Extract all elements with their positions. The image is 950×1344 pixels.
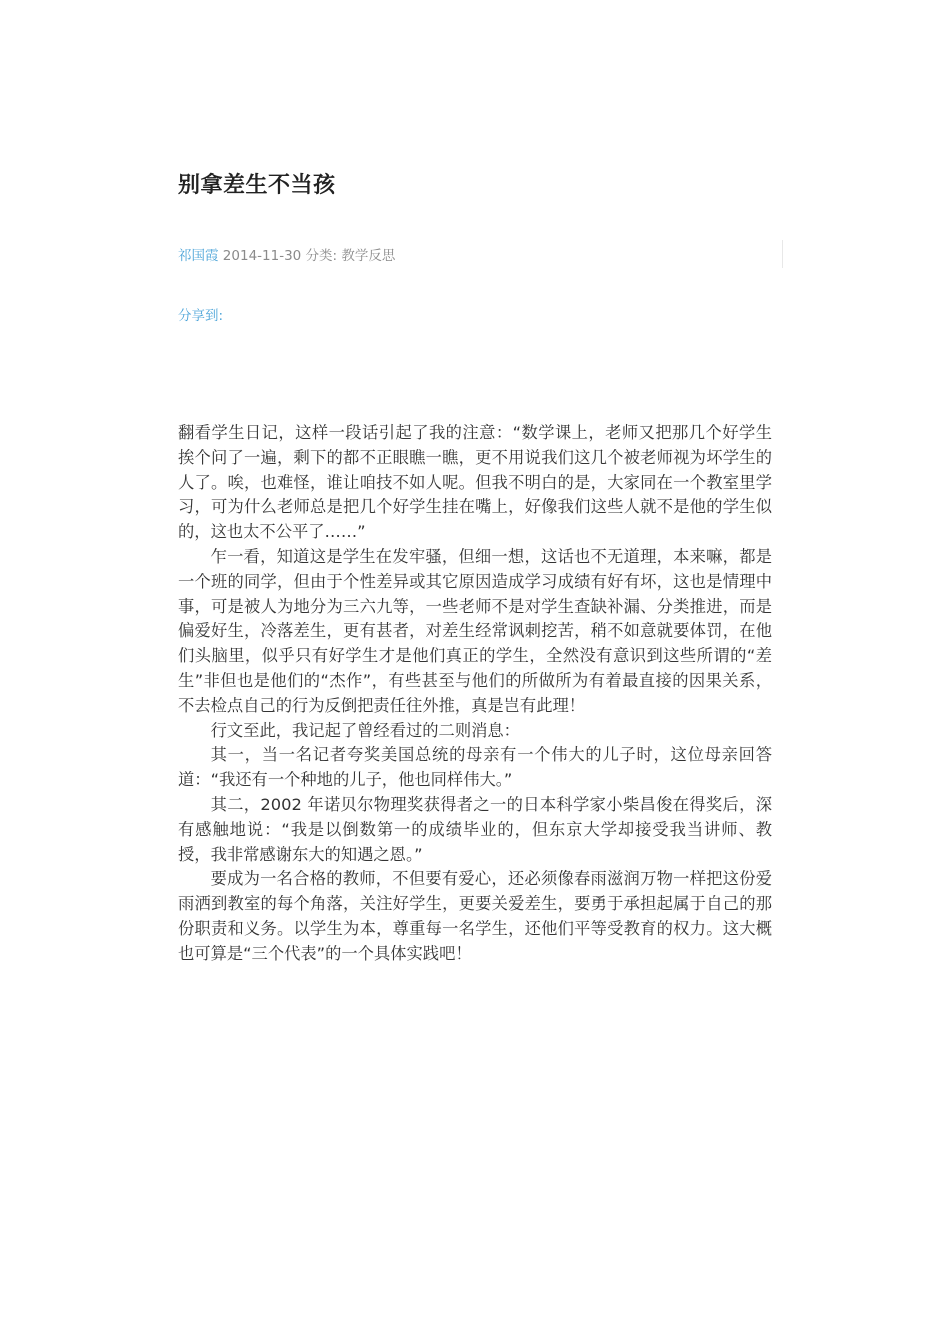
category-label: 分类:: [305, 248, 338, 264]
meta-divider: [782, 240, 783, 268]
article-paragraph-6: 要成为一名合格的教师，不但要有爱心，还必须像春雨滋润万物一样把这份爱雨洒到教室的每个角落，关注好学生，更要关爱差生，要勇于承担起属于自己的那份职责和义务。以学生为本，尊重每一名学生，还他们平等受教育的权力。这大概也可算是“三个代表”的一个具体实践吧！: [178, 869, 772, 963]
author-link[interactable]: 祁国霞: [178, 248, 219, 264]
article-title: 别拿差生不当孩: [178, 173, 336, 198]
category-value: 教学反思: [341, 248, 396, 264]
share-to-label[interactable]: 分享到:: [178, 308, 224, 324]
article-paragraph-5: 其二，2002 年诺贝尔物理奖获得者之一的日本科学家小柴昌俊在得奖后，深有感触地说：“我是以倒数第一的成绩毕业的，但东京大学却接受我当讲师、教授，我非常感谢东大的知遇之恩。”: [178, 794, 772, 864]
article-meta: [178, 244, 395, 264]
article-body: [178, 421, 772, 967]
article-paragraph-2: 乍一看，知道这是学生在发牢骚，但细一想，这话也不无道理，本来嘛，都是一个班的同学，但由于个性差异或其它原因造成学习成绩有好有坏，这也是情理中事，可是被人为地分为三六九等，一些老师不是对学生查缺补漏、分类推进，而是偏爱好生，冷落差生，更有甚者，对差生经常讽刺挖苦，稍不如意就要体罚，在他们头脑里，似乎只有好学生才是他们真正的学生，全然没有意识到这些所谓的“差生”非但也是他们的“杰作”，有些甚至与他们的所做所为有着最直接的因果关系，不去检点自己的行为反倒把责任往外推，真是岂有此理！: [178, 546, 772, 715]
article-paragraph-4: 其一，当一名记者夸奖美国总统的母亲有一个伟大的儿子时，这位母亲回答道：“我还有一个种地的儿子，他也同样伟大。”: [178, 745, 772, 790]
article-paragraph-1: 翻看学生日记，这样一段话引起了我的注意：“数学课上，老师又把那几个好学生挨个问了一遍，剩下的都不正眼瞧一瞧，更不用说我们这几个被老师视为坏学生的人了。唉，也难怪，谁让咱技不如人呢。但我不明白的是，大家同在一个教室里学习，可为什么老师总是把几个好学生挂在嘴上，好像我们这些人就不是他的学生似的，这也太不公平了……”: [178, 423, 772, 542]
publish-date: 2014-11-30: [222, 248, 302, 264]
article-paragraph-3: 行文至此，我记起了曾经看过的二则消息：: [210, 720, 520, 740]
